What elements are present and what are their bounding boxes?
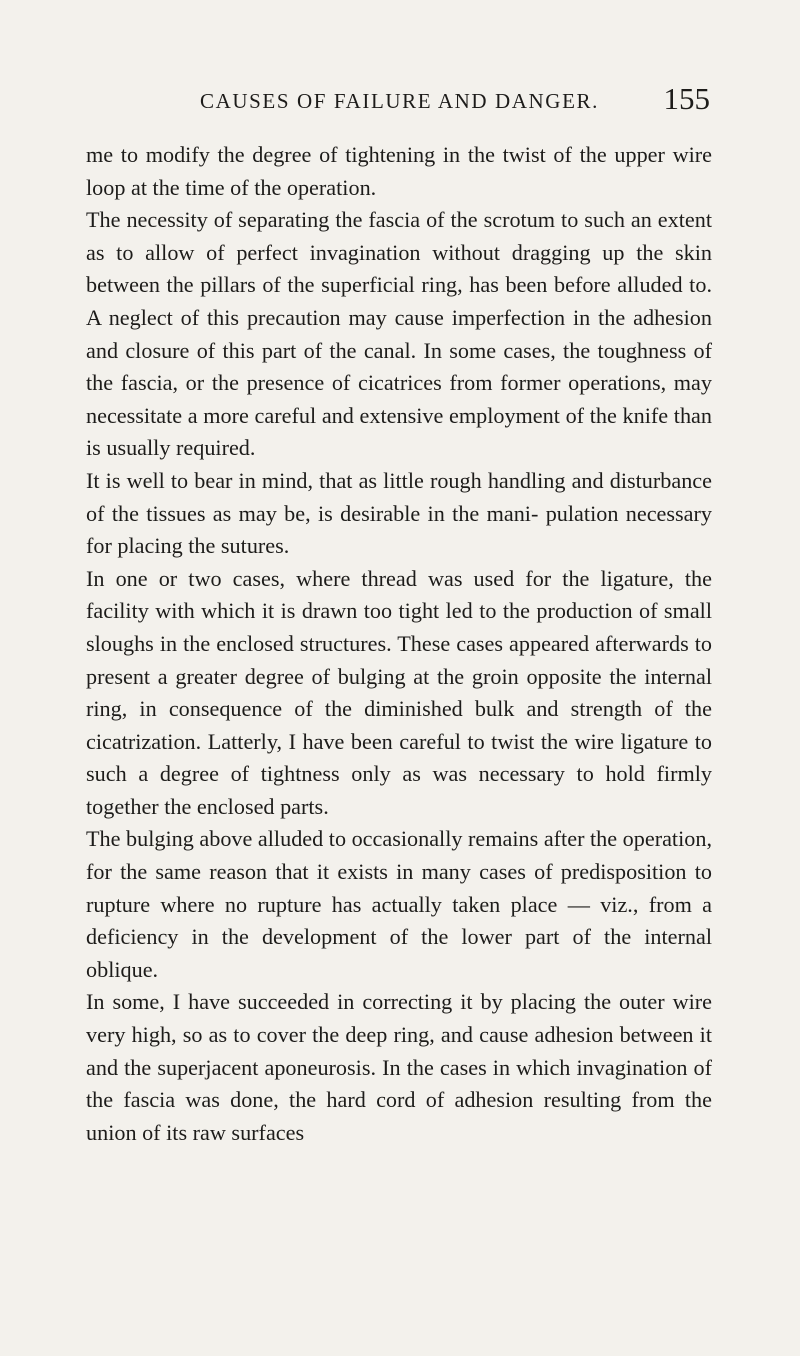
paragraph-3: It is well to bear in mind, that as little rough handling and disturbance of the tissues as may be, is desirable in the mani- pulation necessary for placing the sutures. [86,467,712,559]
running-head [86,81,712,126]
paragraph-4: In one or two cases, where thread was used for the ligature, the facility with which it is drawn too tight led to the production of small sloughs in the enclosed structures. These cases appeared afterwards to present a greater degree of bulging at the groin opposite the internal ring, in consequence of the diminished bulk and strength of the cicatrization. Latterly, I have been careful to twist the wire ligature to such a degree of tightness only as was necessary to hold firmly together the enclosed parts. [86,565,712,819]
page-number: 155 [663,81,710,116]
paragraph-2: The necessity of separating the fascia of the scrotum to such an extent as to allow of perfect invagination without dragging up the skin between the pillars of the superficial ring, has been before alluded to. A neglect of this precaution may cause imperfection in the adhesion and closure of this part of the canal. In some cases, the toughness of the fascia, or the presence of cicatrices from former operations, may necessitate a more careful and extensive employment of the knife than is usually required. [86,207,712,461]
paragraph-5: The bulging above alluded to occasionally remains after the operation, for the same reason that it exists in many cases of predisposition to rupture where no rupture has actually taken place — viz., from a deficiency in the development of the lower part of the internal oblique. [86,826,712,982]
body-text [86,139,712,1149]
paragraph-1: me to modify the degree of tightening in the twist of the upper wire loop at the time of the operation. [86,142,712,200]
paragraph-6: In some, I have succeeded in correcting it by placing the outer wire very high, so as to cover the deep ring, and cause adhesion between it and the superjacent aponeurosis. In the cases in which invagination of the fascia was done, the hard cord of adhesion resulting from the union of its raw surfaces [86,989,712,1145]
running-title: CAUSES OF FAILURE AND DANGER. [200,89,599,113]
